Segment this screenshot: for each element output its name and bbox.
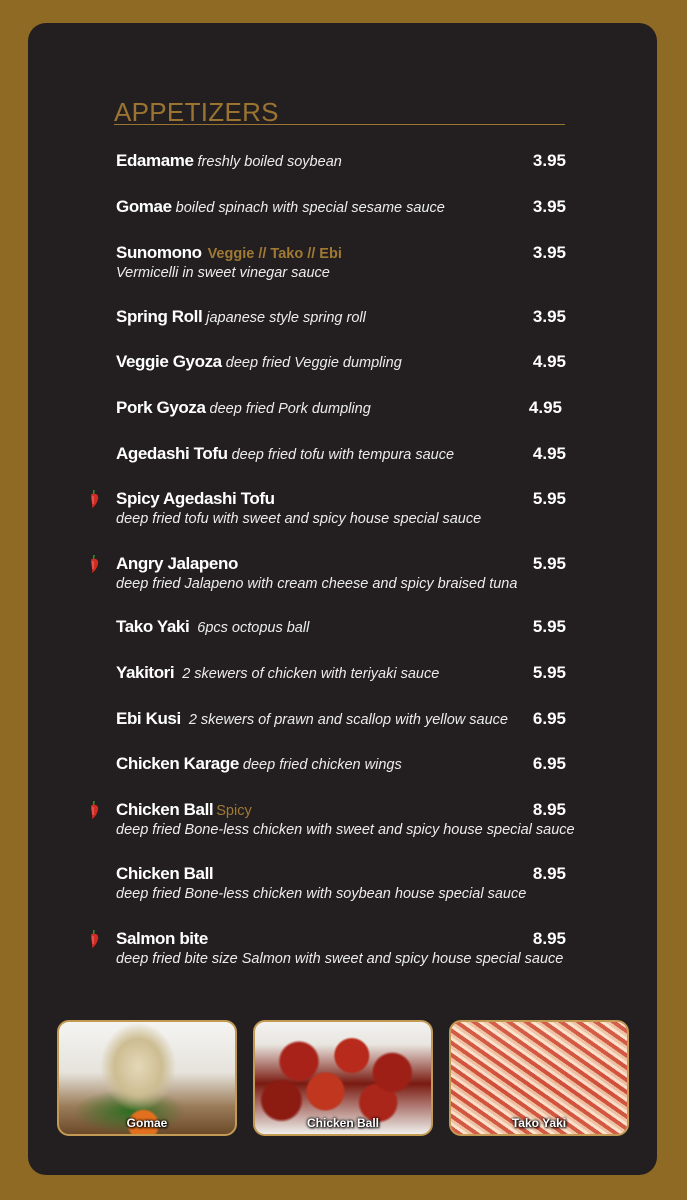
item-price: 3.95	[532, 197, 566, 216]
chili-pepper-icon	[88, 929, 102, 949]
item-description: japanese style spring roll	[206, 310, 366, 326]
chicken-ball-photo	[253, 1020, 433, 1136]
item-name: Sunomono	[116, 243, 202, 262]
item-description: freshly boiled soybean	[197, 154, 342, 170]
photo-caption: Gomae	[126, 1116, 168, 1130]
item-name: Chicken Karage	[116, 754, 239, 773]
item-price: 4.95	[532, 444, 566, 463]
item-price: 5.95	[532, 617, 566, 636]
item-name: Pork Gyoza	[116, 398, 206, 417]
item-description: deep fried Veggie dumpling	[225, 355, 402, 371]
item-price: 5.95	[532, 554, 566, 573]
item-name: Gomae	[116, 197, 172, 216]
item-description: deep fried tofu with tempura sauce	[231, 447, 455, 463]
item-price: 5.95	[532, 489, 566, 508]
item-description: 2 skewers of prawn and scallop with yellow sauce	[188, 712, 508, 728]
menu-panel	[28, 23, 657, 1175]
menu-item-gomae	[116, 197, 566, 217]
item-name: Ebi Kusi	[116, 709, 181, 728]
menu-item-angry-jalapeno	[116, 554, 566, 592]
item-name: Tako Yaki	[116, 617, 190, 636]
item-description: deep fried chicken wings	[242, 757, 402, 773]
item-price: 8.95	[532, 864, 566, 883]
item-variants: Veggie // Tako // Ebi	[207, 246, 342, 262]
item-name: Edamame	[116, 151, 194, 170]
item-price: 4.95	[528, 398, 562, 417]
item-name: Salmon bite	[116, 929, 208, 948]
item-name: Yakitori	[116, 663, 175, 682]
item-name: Agedashi Tofu	[116, 444, 228, 463]
photo-caption: Tako Yaki	[511, 1116, 567, 1130]
item-description: deep fried Jalapeno with cream cheese and spicy braised tuna	[116, 576, 518, 592]
item-name: Veggie Gyoza	[116, 352, 222, 371]
chili-pepper-icon	[88, 554, 102, 574]
item-price: 3.95	[532, 307, 566, 326]
menu-item-edamame	[116, 151, 566, 171]
item-description: boiled spinach with special sesame sauce	[175, 200, 445, 216]
item-name: Chicken Ball	[116, 864, 214, 883]
chili-pepper-icon	[88, 800, 102, 820]
photo-caption: Chicken Ball	[306, 1116, 380, 1130]
chili-pepper-icon	[88, 489, 102, 509]
item-description: deep fried tofu with sweet and spicy house special sauce	[116, 511, 482, 527]
menu-item-chicken-ball	[116, 864, 566, 902]
item-price: 6.95	[532, 709, 566, 728]
item-name: Angry Jalapeno	[116, 554, 238, 573]
gomae-photo	[57, 1020, 237, 1136]
item-name: Spring Roll	[116, 307, 203, 326]
item-price: 6.95	[532, 754, 566, 773]
menu-item-agedashi-tofu	[116, 444, 566, 464]
section-title: APPETIZERS	[114, 97, 279, 127]
menu-item-veggie-gyoza	[116, 352, 566, 372]
menu-item-salmon-bite	[116, 929, 566, 967]
tako-yaki-photo	[449, 1020, 629, 1136]
item-price: 8.95	[532, 800, 566, 819]
item-description: deep fried Pork dumpling	[209, 401, 371, 417]
item-price: 5.95	[532, 663, 566, 682]
item-description: 6pcs octopus ball	[197, 620, 310, 636]
item-price: 8.95	[532, 929, 566, 948]
menu-item-tako-yaki	[116, 617, 566, 637]
menu-item-chicken-karage	[116, 754, 566, 774]
item-name: Chicken Ball	[116, 800, 214, 819]
menu-item-spicy-agedashi-tofu	[116, 489, 566, 527]
item-description: 2 skewers of chicken with teriyaki sauce	[182, 666, 440, 682]
item-variants: Spicy	[216, 803, 252, 819]
menu-item-yakitori	[116, 663, 566, 683]
item-description: deep fried Bone-less chicken with sweet and spicy house special sauce	[116, 822, 575, 838]
item-description: Vermicelli in sweet vinegar sauce	[116, 265, 330, 281]
menu-item-chicken-ball-spicy	[116, 800, 575, 838]
item-price: 3.95	[532, 151, 566, 170]
item-price: 4.95	[532, 352, 566, 371]
menu-item-sunomono	[116, 243, 566, 281]
item-description: deep fried Bone-less chicken with soybean house special sauce	[116, 886, 527, 902]
item-price: 3.95	[532, 243, 566, 262]
menu-item-ebi-kusi	[116, 709, 566, 729]
menu-item-pork-gyoza	[116, 398, 566, 418]
item-name: Spicy Agedashi Tofu	[116, 489, 275, 508]
menu-item-spring-roll	[116, 307, 566, 327]
title-divider	[114, 124, 565, 125]
item-description: deep fried bite size Salmon with sweet and spicy house special sauce	[116, 951, 564, 967]
